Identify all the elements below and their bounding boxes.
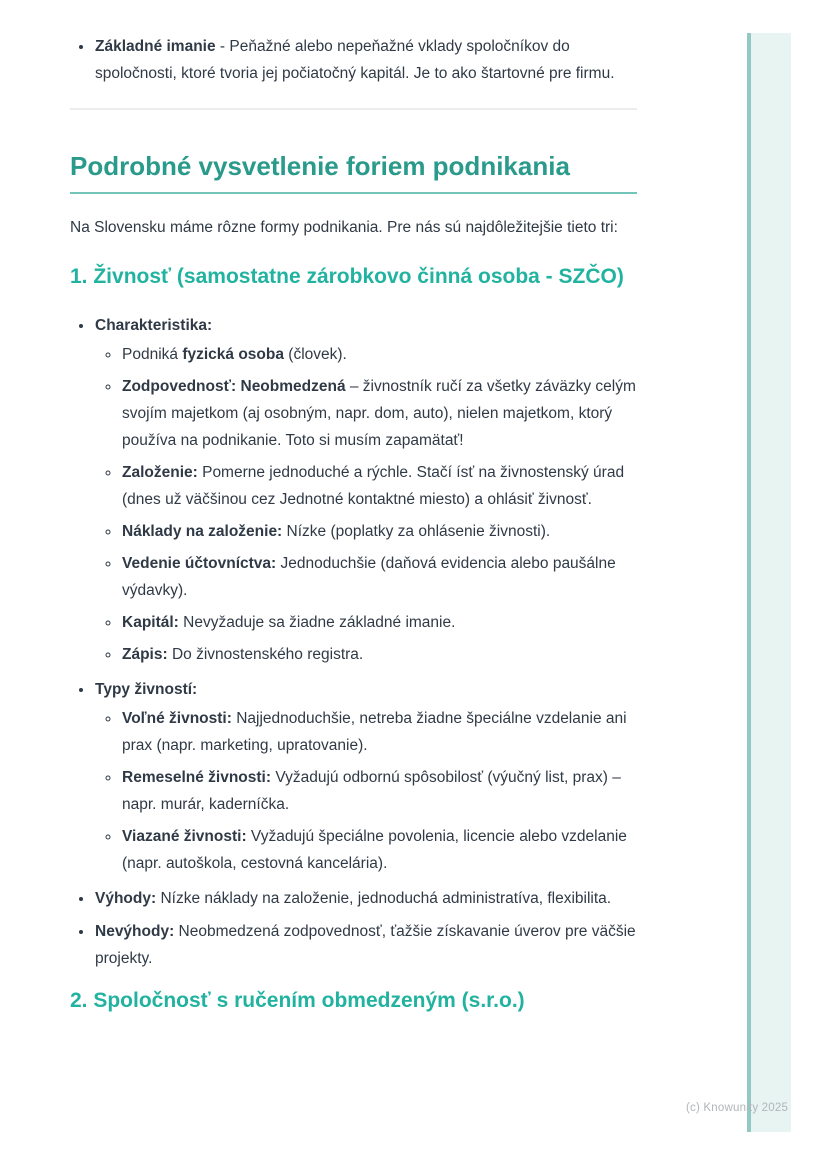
bold-text-run: Výhody: (95, 890, 157, 907)
sub-list (95, 705, 637, 877)
list-item (94, 918, 637, 972)
text-run: (človek). (283, 346, 347, 363)
sub-list-item (121, 373, 637, 454)
sub-list-item (121, 705, 637, 759)
text-run: - Peňažné alebo nepeňažné vklady spoločníkov do spoločnosti, ktoré tvoria jej počiatočný kapitál. Je to ako štartovné pre firmu. (95, 38, 615, 82)
sub-list (95, 341, 637, 668)
sub-list-item (121, 609, 637, 636)
bold-text-run: Kapitál: (122, 614, 179, 631)
page-title: Podrobné vysvetlenie foriem podnikania (70, 150, 637, 194)
bold-text-run: Voľné živnosti: (122, 710, 232, 727)
characteristics-list (70, 312, 637, 972)
intro-paragraph: Na Slovensku máme rôzne formy podnikania. Pre nás sú najdôležitejšie tieto tri: (70, 219, 618, 236)
section-1-list (70, 312, 637, 972)
list-item (94, 312, 637, 668)
section-2-heading: 2. Spoločnosť s ručením obmedzeným (s.r.o.) (70, 989, 525, 1012)
sub-list-item (121, 459, 637, 513)
sub-list-item (121, 764, 637, 818)
text-run: Pomerne jednoduché a rýchle. Stačí ísť na živnostenský úrad (dnes už väčšinou cez Jednotné kontaktné miesto) a ohlásiť živnosť. (122, 464, 625, 508)
text-run: Jednoduchšie (daňová evidencia alebo paušálne výdavky). (122, 555, 616, 599)
bold-text-run: Zodpovednosť: Neobmedzená (122, 378, 346, 395)
list-item (94, 33, 637, 87)
sub-list-item (121, 550, 637, 604)
page-edge-band (747, 33, 791, 1132)
text-run: Do živnostenského registra. (167, 646, 364, 663)
sub-list-item (121, 823, 637, 877)
sub-list-item (121, 518, 637, 545)
bold-text-run: Náklady na založenie: (122, 523, 283, 540)
text-run: Vyžadujú odbornú spôsobilosť (výučný list, prax) – napr. murár, kaderníčka. (122, 769, 621, 813)
sub-list-item (121, 641, 637, 668)
bold-text-run: Typy živností: (95, 681, 198, 698)
bold-text-run: Remeselné živnosti: (122, 769, 272, 786)
bold-text-run: Základné imanie (95, 38, 216, 55)
text-run: Neobmedzená zodpovednosť, ťažšie získavanie úverov pre väčšie projekty. (95, 923, 636, 967)
text-run: Podniká (122, 346, 183, 363)
intro-list (70, 33, 637, 87)
text-run: Nízke (poplatky za ohlásenie živnosti). (282, 523, 551, 540)
copyright-watermark: (c) Knowunity 2025 (686, 1102, 789, 1114)
text-run: Najjednoduchšie, netreba žiadne špeciálne vzdelanie ani prax (napr. marketing, upratovanie). (122, 710, 627, 754)
bold-text-run: Zápis: (122, 646, 168, 663)
text-run: – živnostník ručí za všetky záväzky celým svojím majetkom (aj osobným, napr. dom, auto), nielen majetkom, ktorý používa na podnikanie. Toto si musím zapamätať! (122, 378, 636, 449)
list-item (94, 676, 637, 877)
text-run: Vyžadujú špeciálne povolenia, licencie alebo vzdelanie (napr. autoškola, cestovná kancelária). (122, 828, 627, 872)
list-item (94, 885, 637, 912)
bold-text-run: fyzická osoba (182, 346, 284, 363)
bold-text-run: Založenie: (122, 464, 198, 481)
document-content (70, 0, 637, 1016)
section-1-heading: 1. Živnosť (samostatne zárobkovo činná osoba - SZČO) (70, 265, 624, 288)
bold-text-run: Vedenie účtovníctva: (122, 555, 277, 572)
bold-text-run: Nevýhody: (95, 923, 175, 940)
sub-list-item (121, 341, 637, 368)
text-run: Nízke náklady na založenie, jednoduchá administratíva, flexibilita. (156, 890, 612, 907)
bold-text-run: Viazané živnosti: (122, 828, 247, 845)
bold-text-run: Charakteristika: (95, 317, 213, 334)
section-divider (70, 108, 637, 110)
text-run: Nevyžaduje sa žiadne základné imanie. (178, 614, 456, 631)
